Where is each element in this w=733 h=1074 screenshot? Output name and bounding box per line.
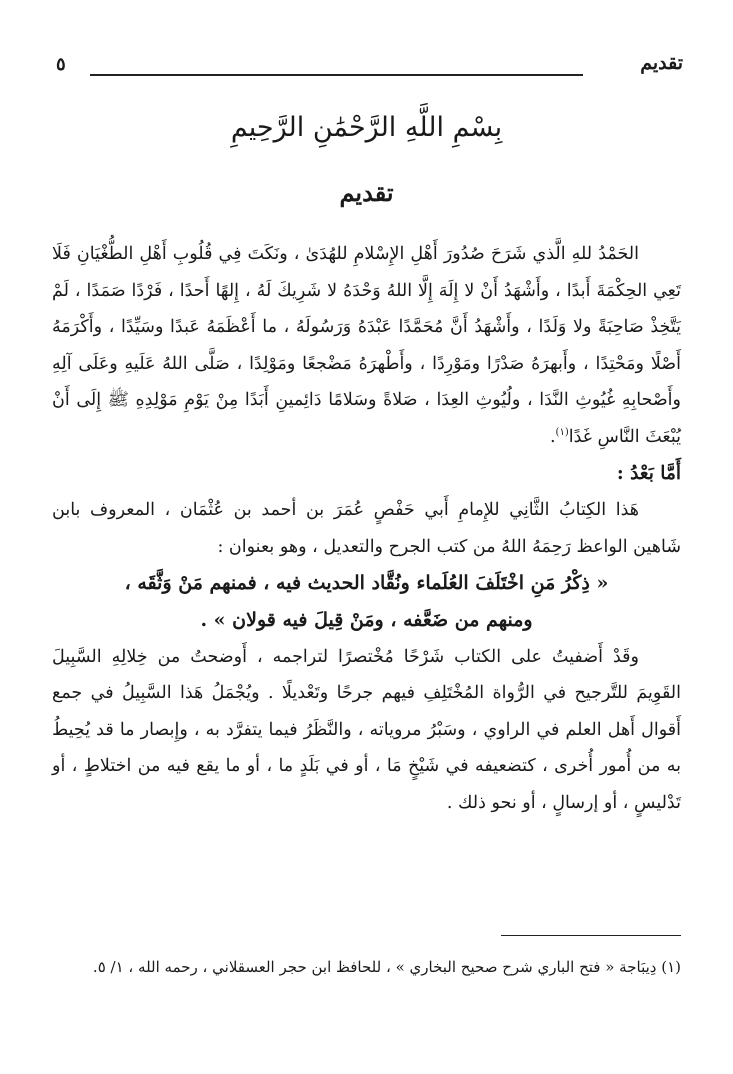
book-title-line-1: « ذِكْرُ مَنِ اخْتَلَفَ العُلَماء ونُقَّاد الحديث فيه ، فمنهم مَنْ وَثَّقَه ، [124,572,609,595]
header-title: تقديم [640,52,683,74]
paragraph-method: وقَدْ أَضفيتُ على الكتاب شَرْحًا مُخْتصرًا لتراجمه ، أَوضحتُ من خِلالِهِ السَّبِيلَ القَوِيمَ للتَّرجيح في الرُّواة المُخْتَلِفِ فيهم جرحًا وتَعْديلًا . ويُجْمَلُ هَذا السَّبِيلُ في جمع أَقوال أَهل العلم في الراوي ، وسَبْرُ مروياته ، والنَّظَرُ فيما يتفرَّد به ، وإِبصار ما قد يُحِيطُ به من أُمور أُخرى ، كتضعيفه في شَيْخٍ مَا ، أو في بَلَدٍ ما ، أو ما يقع فيه من اختلاطٍ ، أو تَدْليسٍ ، أو إرسالٍ ، أو نحو ذلك . [52,646,681,813]
running-header [50,52,683,82]
amma-bad-heading: أَمَّا بَعْدُ : [616,462,681,484]
section-title: تقديم [339,178,394,207]
footnote-rule [501,935,681,936]
header-rule [90,74,583,76]
paragraph-praise [52,236,681,456]
paragraph-praise-end: . [549,426,556,447]
footnote: (١) دِيبَاجة « فتح الباري شرح صحيح البخاري » ، للحافظ ابن حجر العسقلاني ، رحمه الله ، ١/ ٥. [92,958,681,976]
page-number: ٥ [56,54,66,75]
paragraph-book-intro: هَذا الكِتابُ الثَّانِي للإِمامِ أَبي حَفْصٍ عُمَرَ بن أحمد بن عُثْمَان ، المعروف بابن شَاهين الواعظ رَحِمَهُ اللهُ من كتب الجرح والتعديل ، وهو بعنوان : [52,500,681,557]
body-text [52,236,681,822]
book-title-line-2: ومنهم من ضَعَّفه ، ومَنْ قِيلَ فيه قولان » . [200,608,533,631]
book-title-quote [52,565,681,638]
footnote-marker: (١) [555,427,569,439]
paragraph-praise-text: الحَمْدُ للهِ الَّذي شَرَحَ صُدُورَ أَهْلِ الإِسْلامِ للهُدَىٰ ، ونَكَتَ فِي قُلُوبِ أَهْلِ الطُّغْيَانِ فَلَا تَعِي الحِكْمَةَ أَبدًا ، وأَشْهَدُ أَنْ لا إِلَهَ إِلَّا اللهُ وَحْدَهُ لا شَرِيكَ لَهُ ، إِلهًا أَحدًا ، فَرْدًا صَمَدًا ، لَمْ يَتَّخِذْ صَاحِبَةً ولا وَلَدًا ، وأَشْهَدُ أَنَّ مُحَمَّدًا عَبْدَهُ وَرَسُولَهُ ، ما أَعْظَمَهُ عَبدًا وسَيِّدًا ، وأَكْرَمَهُ أَصْلًا ومَحْتِدًا ، وأَبهرَهُ صَدْرًا ومَوْرِدًا ، وأَطْهرَهُ مَضْجعًا ومَوْلِدًا ، صَلَّى اللهُ عَلَيهِ وعَلَى آلِهِ وأَصْحابِهِ غُيُوثِ النَّدَا ، ولُيُوثِ العِدَا ، صَلاةً وسَلامًا دَائِمينِ أَبَدًا مِنْ يَوْمِ مَوْلِدِهِ ﷺ إِلَى أَنْ يُبْعَثَ النَّاسِ غَدًا [52,244,681,447]
basmala: بِسْمِ اللَّهِ الرَّحْمَٰنِ الرَّحِيمِ [230,112,503,143]
